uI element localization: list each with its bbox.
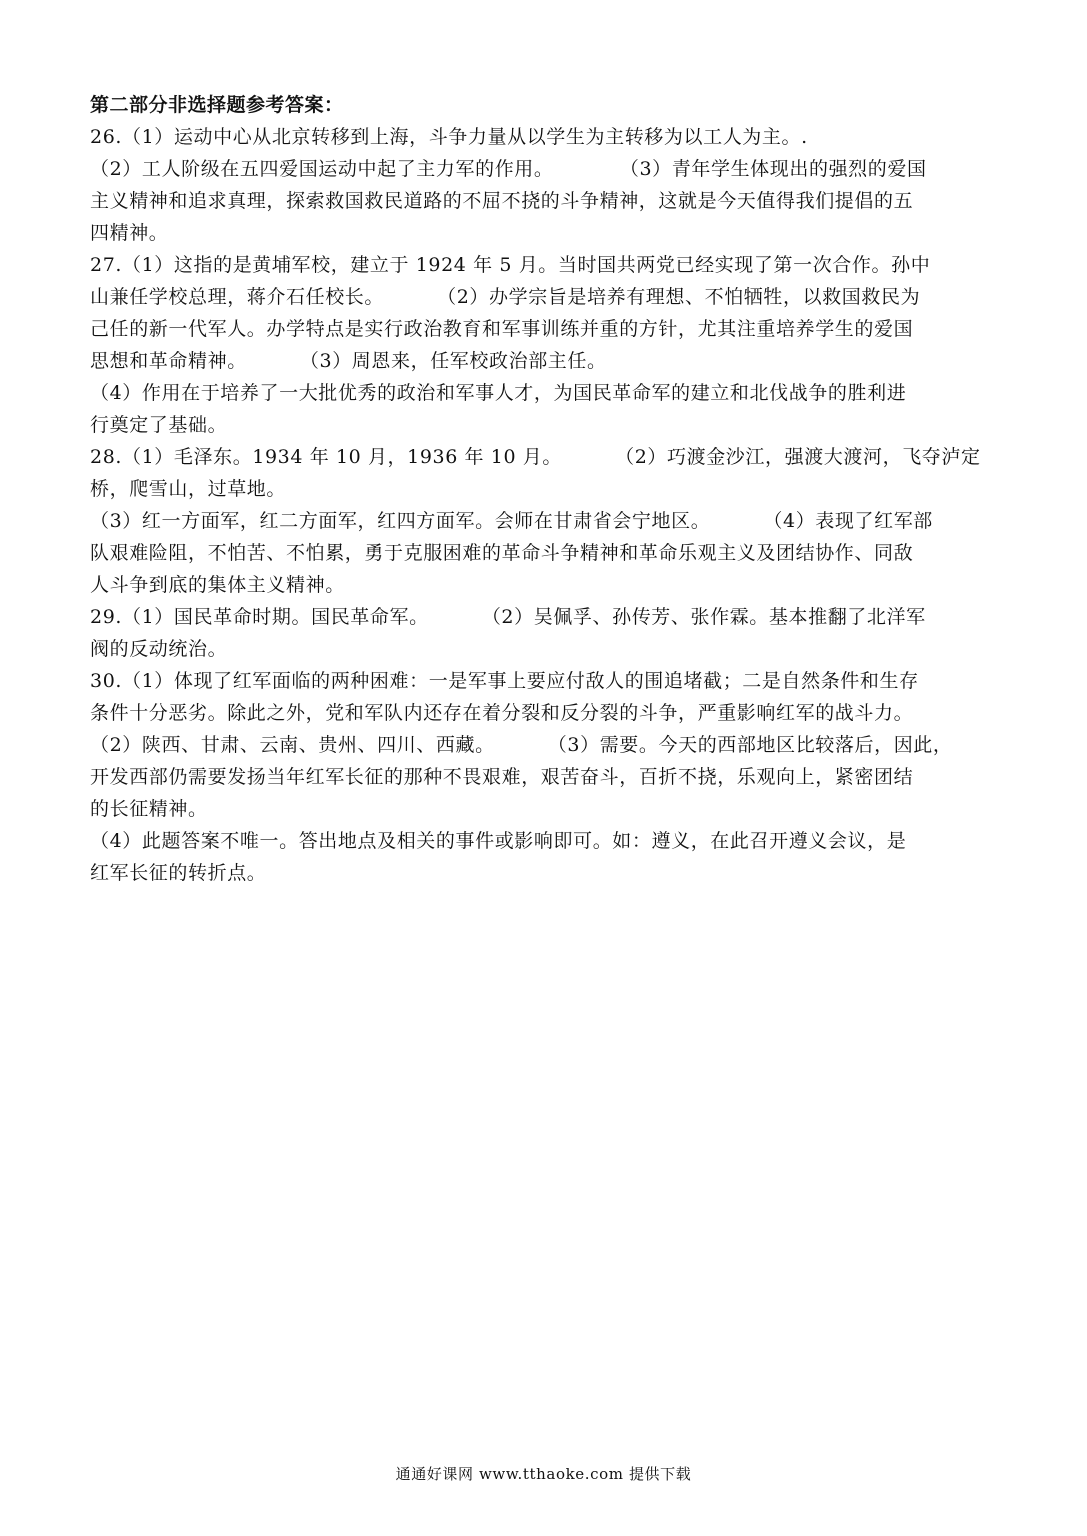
footer-download-note: 通通好课网 www.tthaoke.com 提供下载 (395, 1465, 692, 1483)
text-line: 己任的新一代军人。办学特点是实行政治教育和军事训练并重的方针，尤其注重培养学生的爱国 (90, 318, 914, 340)
text-line: 主义精神和追求真理，探索救国救民道路的不屈不挠的斗争精神，这就是今天值得我们提倡的五 (90, 190, 914, 212)
text-line: 26.（1）运动中心从北京转移到上海，斗争力量从以学生为主转移为以工人为主。. (90, 126, 808, 148)
text-line: （4）作用在于培养了一大批优秀的政治和军事人才，为国民革命军的建立和北伐战争的胜利进 (90, 382, 907, 404)
text-line: 开发西部仍需要发扬当年红军长征的那种不畏艰难，艰苦奋斗，百折不挠，乐观向上，紧密团结 (90, 766, 914, 788)
text-line: 的长征精神。 (90, 798, 208, 820)
text-line: 行奠定了基础。 (90, 414, 228, 436)
answer-content (90, 92, 1002, 889)
text-line: 人斗争到底的集体主义精神。 (90, 574, 345, 596)
text-line: 阀的反动统治。 (90, 638, 228, 660)
text-line: 桥，爬雪山，过草地。 (90, 478, 287, 500)
text-line: 30.（1）体现了红军面临的两种困难：一是军事上要应付敌人的围追堵截；二是自然条件和生存 (90, 670, 919, 692)
text-line: （4）此题答案不唯一。答出地点及相关的事件或影响即可。如：遵义，在此召开遵义会议，是 (90, 830, 907, 852)
text-line: 四精神。 (90, 222, 169, 244)
text-line: 思想和革命精神。 （3）周恩来，任军校政治部主任。 (90, 350, 607, 372)
text-line: 条件十分恶劣。除此之外，党和军队内还存在着分裂和反分裂的斗争，严重影响红军的战斗力。 (90, 702, 914, 724)
text-line: （3）红一方面军，红二方面军，红四方面军。会师在甘肃省会宁地区。 （4）表现了红军部 (90, 510, 933, 532)
text-line: 29.（1）国民革命时期。国民革命军。 （2）吴佩孚、孙传芳、张作霖。基本推翻了北洋军 (90, 606, 926, 628)
text-line: 山兼任学校总理，蒋介石任校长。 （2）办学宗旨是培养有理想、不怕牺牲，以救国救民为 (90, 286, 921, 308)
text-line: 队艰难险阻，不怕苦、不怕累，勇于克服困难的革命斗争精神和革命乐观主义及团结协作、同敌 (90, 542, 914, 564)
text-line: （2）陕西、甘肃、云南、贵州、四川、西藏。 （3）需要。今天的西部地区比较落后，因此， (90, 734, 953, 756)
text-line: 28.（1）毛泽东。1934 年 10 月，1936 年 10 月。 （2）巧渡金沙江，强渡大渡河，飞夺泸定 (90, 446, 981, 468)
text-line: （2）工人阶级在五四爱国运动中起了主力军的作用。 （3）青年学生体现出的强烈的爱国 (90, 158, 927, 180)
answer-lines (90, 121, 1002, 889)
section-heading: 第二部分非选择题参考答案： (90, 94, 344, 116)
text-line: 27.（1）这指的是黄埔军校，建立于 1924 年 5 月。当时国共两党已经实现了第一次合作。孙中 (90, 254, 931, 276)
text-line: 红军长征的转折点。 (90, 862, 267, 884)
